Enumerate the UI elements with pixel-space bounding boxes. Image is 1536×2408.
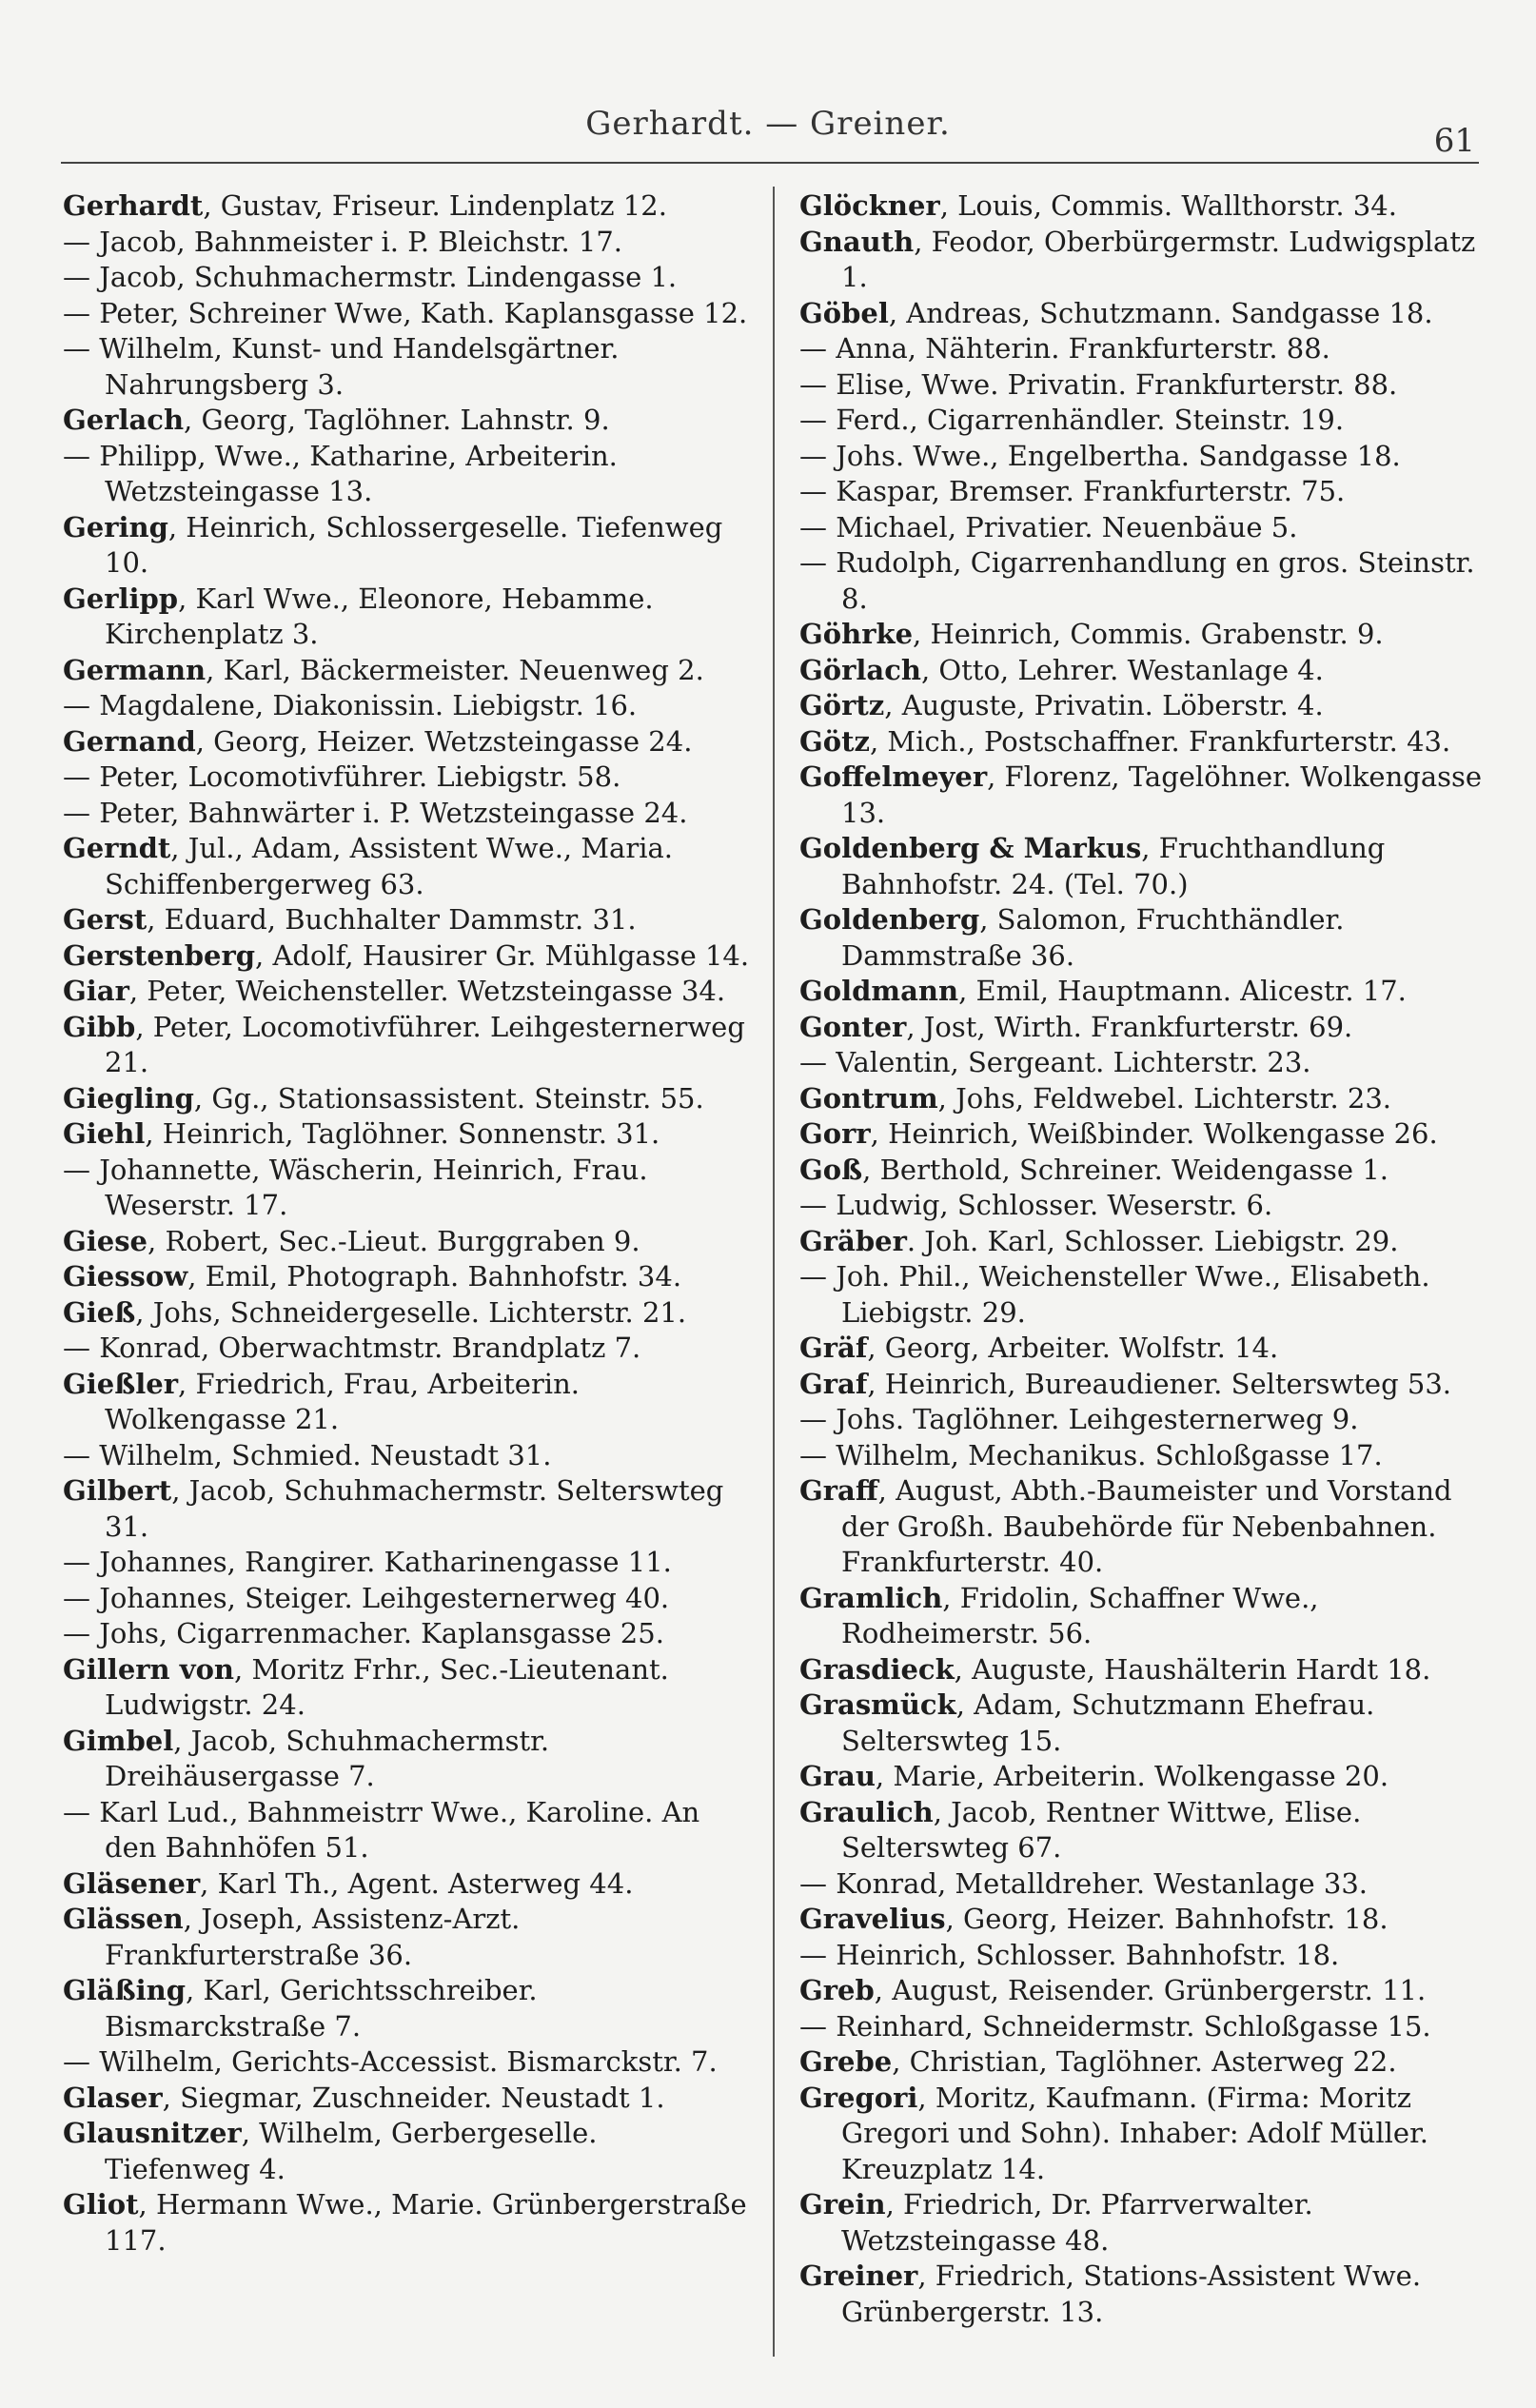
directory-entry <box>799 225 1492 296</box>
entry-surname: Graff <box>799 1474 878 1507</box>
directory-entry <box>799 1188 1492 1224</box>
directory-entry <box>799 1331 1492 1367</box>
directory-entry <box>799 1759 1492 1795</box>
directory-entry <box>63 1866 750 1903</box>
directory-entry <box>63 439 750 510</box>
entry-details: — Rudolph, Cigarrenhandlung en gros. Steinstr. 8. <box>799 546 1475 615</box>
left-column <box>63 188 750 2259</box>
entry-surname: Glausnitzer <box>63 2117 242 2149</box>
entry-details: , Adam, Schutzmann Ehefrau. Selterswteg 15. <box>841 1688 1375 1757</box>
directory-entry <box>799 1902 1492 1938</box>
entry-surname: Gillern von <box>63 1652 235 1686</box>
entry-details: , Karl Wwe., Eleonore, Hebamme. Kirchenplatz 3. <box>105 582 654 650</box>
directory-entry <box>63 2116 750 2187</box>
entry-details: , Heinrich, Weißbinder. Wolkengasse 26. <box>870 1117 1438 1150</box>
directory-entry <box>63 1973 750 2044</box>
directory-entry <box>63 2044 750 2081</box>
entry-details: , Auguste, Privatin. Löberstr. 4. <box>884 689 1324 721</box>
entry-details: , Louis, Commis. Wallthorstr. 34. <box>939 189 1397 222</box>
directory-entry <box>799 1224 1492 1260</box>
directory-entry <box>799 2044 1492 2081</box>
directory-entry <box>63 974 750 1010</box>
directory-entry <box>799 1938 1492 1974</box>
entry-details: — Peter, Bahnwärter i. P. Wetzsteingasse 24. <box>63 796 688 829</box>
directory-entry <box>63 760 750 796</box>
entry-surname: Göbel <box>799 296 889 329</box>
entry-surname: Gimbel <box>63 1724 174 1757</box>
entry-details: , Moritz Frhr., Sec.-Lieutenant. Ludwigstr. 24. <box>105 1652 669 1721</box>
directory-entry <box>63 260 750 296</box>
entry-surname: Gerst <box>63 903 148 936</box>
entry-details: , Friedrich, Dr. Pfarrverwalter. Wetzsteingasse 48. <box>841 2188 1313 2257</box>
entry-details: , Adolf, Hausirer Gr. Mühlgasse 14. <box>255 938 750 972</box>
entry-details: — Johannes, Steiger. Leihgesternerweg 40. <box>63 1581 670 1614</box>
entry-details: , Eduard, Buchhalter Dammstr. 31. <box>147 903 637 936</box>
right-column <box>799 188 1492 2330</box>
entry-details: , Karl Th., Agent. Asterweg 44. <box>200 1866 634 1900</box>
directory-entry <box>63 2081 750 2117</box>
entry-surname: Goffelmeyer <box>799 760 988 793</box>
entry-details: , Salomon, Fruchthändler. Dammstraße 36. <box>841 903 1345 972</box>
directory-entry <box>799 688 1492 724</box>
entry-details: , Georg, Taglöhner. Lahnstr. 9. <box>184 404 610 436</box>
entry-details: , Marie, Arbeiterin. Wolkengasse 20. <box>875 1760 1389 1792</box>
entry-details: , Friedrich, Frau, Arbeiterin. Wolkengasse 21. <box>105 1367 580 1435</box>
entry-details: — Reinhard, Schneidermstr. Schloßgasse 15. <box>799 2009 1431 2043</box>
directory-entry <box>799 545 1492 617</box>
directory-entry <box>63 2187 750 2259</box>
entry-surname: Gieß <box>63 1295 136 1329</box>
entry-details: — Magdalene, Diakonissin. Liebigstr. 16. <box>63 689 638 721</box>
directory-entry <box>63 1795 750 1866</box>
entry-surname: Gerlach <box>63 404 185 436</box>
entry-details: , Johs, Feldwebel. Lichterstr. 23. <box>937 1081 1392 1115</box>
entry-details: , Robert, Sec.-Lieut. Burggraben 9. <box>148 1224 640 1257</box>
entry-details: — Wilhelm, Mechanikus. Schloßgasse 17. <box>799 1438 1383 1471</box>
entry-details: — Karl Lud., Bahnmeistrr Wwe., Karoline. An den Bahnhöfen 51. <box>63 1795 700 1864</box>
directory-entry <box>799 1581 1492 1652</box>
directory-entry <box>799 831 1492 902</box>
entry-details: — Johs. Wwe., Engelbertha. Sandgasse 18. <box>799 439 1401 472</box>
directory-entry <box>63 1259 750 1295</box>
entry-details: , Heinrich, Schlossergeselle. Tiefenweg 10. <box>105 510 723 579</box>
entry-details: , Emil, Hauptmann. Alicestr. 17. <box>958 975 1407 1007</box>
entry-surname: Gerndt <box>63 832 171 864</box>
entry-details: — Johs, Cigarrenmacher. Kaplansgasse 25. <box>63 1617 664 1649</box>
entry-surname: Grein <box>799 2188 886 2220</box>
directory-entry <box>799 1367 1492 1403</box>
entry-details: , Siegmar, Zuschneider. Neustadt 1. <box>162 2081 665 2114</box>
entry-surname: Gläsener <box>63 1866 201 1900</box>
entry-details: — Ludwig, Schlosser. Weserstr. 6. <box>799 1189 1273 1221</box>
directory-entry <box>63 1724 750 1795</box>
entry-details: , Heinrich, Taglöhner. Sonnenstr. 31. <box>145 1117 660 1150</box>
directory-entry <box>63 653 750 689</box>
directory-entry <box>799 1010 1492 1046</box>
directory-entry <box>799 760 1492 831</box>
entry-details: , Mich., Postschaffner. Frankfurterstr. 43. <box>869 724 1451 758</box>
entry-surname: Gonter <box>799 1010 907 1043</box>
entry-surname: Goldmann <box>799 975 959 1007</box>
entry-surname: Gibb <box>63 1010 136 1043</box>
directory-entry <box>799 1153 1492 1189</box>
directory-entry <box>799 1688 1492 1759</box>
page-number: 61 <box>1433 122 1475 160</box>
entry-details: , Fruchthandlung Bahnhofstr. 24. (Tel. 70.) <box>841 832 1386 900</box>
entry-details: — Michael, Privatier. Neuenbäue 5. <box>799 510 1298 543</box>
entry-surname: Gerhardt <box>63 189 204 222</box>
entry-details: , Friedrich, Stations-Assistent Wwe. Grünbergerstr. 13. <box>841 2260 1422 2328</box>
entry-surname: Gering <box>63 510 168 543</box>
directory-entry <box>63 724 750 760</box>
entry-details: , Gustav, Friseur. Lindenplatz 12. <box>203 189 667 222</box>
entry-details: , Jacob, Schuhmachermstr. Selterswteg 31. <box>105 1474 724 1543</box>
entry-surname: Gravelius <box>799 1903 946 1935</box>
entry-details: — Jacob, Schuhmachermstr. Lindengasse 1. <box>63 261 678 293</box>
directory-entry <box>799 653 1492 689</box>
entry-details: , Jacob, Schuhmachermstr. Dreihäusergasse 7. <box>105 1724 550 1792</box>
entry-details: — Jacob, Bahnmeister i. P. Bleichstr. 17. <box>63 225 623 258</box>
entry-details: — Ferd., Cigarrenhändler. Steinstr. 19. <box>799 404 1345 436</box>
entry-details: — Joh. Phil., Weichensteller Wwe., Elisabeth. Liebigstr. 29. <box>799 1260 1430 1329</box>
directory-entry <box>799 2259 1492 2330</box>
directory-entry <box>799 2187 1492 2259</box>
directory-entry <box>63 225 750 261</box>
entry-surname: Grasdieck <box>799 1652 955 1686</box>
entry-surname: Gräber <box>799 1224 907 1257</box>
entry-details: — Wilhelm, Gerichts-Accessist. Bismarckstr. 7. <box>63 2045 718 2078</box>
directory-entry <box>63 1652 750 1724</box>
header-rule <box>61 162 1479 164</box>
directory-entry <box>63 1438 750 1474</box>
directory-entry <box>799 1259 1492 1331</box>
entry-details: — Johannette, Wäscherin, Heinrich, Frau. Weserstr. 17. <box>63 1153 648 1221</box>
entry-surname: Grau <box>799 1760 876 1792</box>
entry-details: , Fridolin, Schaffner Wwe., Rodheimerstr. 56. <box>841 1581 1319 1649</box>
entry-details: , Georg, Heizer. Wetzsteingasse 24. <box>195 724 693 758</box>
entry-details: . Joh. Karl, Schlosser. Liebigstr. 29. <box>906 1224 1399 1257</box>
entry-surname: Goß <box>799 1153 863 1186</box>
entry-details: , Auguste, Haushälterin Hardt 18. <box>954 1652 1431 1686</box>
entry-details: — Elise, Wwe. Privatin. Frankfurterstr. 88. <box>799 367 1398 401</box>
entry-details: — Anna, Nähterin. Frankfurterstr. 88. <box>799 332 1330 365</box>
entry-details: , Christian, Taglöhner. Asterweg 22. <box>892 2045 1397 2078</box>
directory-entry <box>63 1616 750 1652</box>
entry-details: , Jacob, Rentner Wittwe, Elise. Selterswteg 67. <box>841 1795 1362 1864</box>
directory-entry <box>799 1116 1492 1153</box>
directory-entry <box>799 403 1492 439</box>
entry-details: — Johannes, Rangirer. Katharinengasse 11. <box>63 1546 672 1578</box>
entry-details: , Georg, Arbeiter. Wolfstr. 14. <box>867 1332 1279 1364</box>
entry-surname: Greiner <box>799 2260 918 2292</box>
entry-details: — Kaspar, Bremser. Frankfurterstr. 75. <box>799 475 1346 507</box>
directory-entry <box>799 2009 1492 2045</box>
directory-entry <box>799 367 1492 404</box>
directory-entry <box>799 296 1492 332</box>
entry-details: , Georg, Heizer. Bahnhofstr. 18. <box>945 1903 1388 1935</box>
entry-details: , August, Abth.-Baumeister und Vorstand der Großh. Baubehörde für Nebenbahnen. Frankfurterstr. 40. <box>841 1474 1452 1578</box>
entry-surname: Giessow <box>63 1260 188 1293</box>
entry-surname: Gilbert <box>63 1474 172 1507</box>
entry-details: , Peter, Weichensteller. Wetzsteingasse 34. <box>128 975 726 1007</box>
entry-details: — Wilhelm, Schmied. Neustadt 31. <box>63 1438 552 1471</box>
entry-surname: Gregori <box>799 2081 918 2114</box>
entry-surname: Gernand <box>63 724 196 758</box>
directory-entry <box>63 1153 750 1224</box>
entry-details: , Hermann Wwe., Marie. Grünbergerstraße 117. <box>105 2188 747 2257</box>
entry-surname: Graf <box>799 1367 868 1400</box>
directory-entry <box>63 902 750 938</box>
column-divider <box>773 187 775 2357</box>
entry-details: — Peter, Locomotivführer. Liebigstr. 58. <box>63 760 621 793</box>
entry-details: , Joseph, Assistenz-Arzt. Frankfurterstraße 36. <box>105 1903 521 1971</box>
directory-entry <box>799 1473 1492 1581</box>
directory-entry <box>63 796 750 832</box>
directory-entry <box>799 439 1492 475</box>
directory-entry <box>63 1367 750 1438</box>
entry-surname: Giese <box>63 1224 148 1257</box>
entry-details: , Heinrich, Commis. Grabenstr. 9. <box>913 618 1384 650</box>
directory-entry <box>63 188 750 225</box>
directory-entry <box>63 403 750 439</box>
entry-details: , Johs, Schneidergeselle. Lichterstr. 21. <box>135 1295 687 1329</box>
directory-entry <box>63 331 750 403</box>
entry-surname: Gräf <box>799 1332 868 1364</box>
entry-surname: Gliot <box>63 2188 139 2220</box>
directory-entry <box>63 938 750 975</box>
entry-details: — Johs. Taglöhner. Leihgesternerweg 9. <box>799 1403 1359 1435</box>
directory-entry <box>799 1866 1492 1903</box>
entry-details: , Gg., Stationsassistent. Steinstr. 55. <box>193 1081 704 1115</box>
directory-entry <box>799 474 1492 510</box>
directory-entry <box>799 188 1492 225</box>
directory-entry <box>799 331 1492 367</box>
entry-surname: Grasmück <box>799 1688 956 1721</box>
entry-details: , Karl, Gerichtsschreiber. Bismarckstraße 7. <box>105 1974 538 2043</box>
entry-surname: Giehl <box>63 1117 146 1150</box>
entry-details: , Berthold, Schreiner. Weidengasse 1. <box>862 1153 1388 1186</box>
directory-entry <box>63 1224 750 1260</box>
entry-surname: Gnauth <box>799 225 915 258</box>
entry-details: , Otto, Lehrer. Westanlage 4. <box>920 653 1324 686</box>
directory-entry <box>799 724 1492 760</box>
entry-surname: Graulich <box>799 1795 934 1828</box>
directory-entry <box>799 2081 1492 2188</box>
entry-details: — Philipp, Wwe., Katharine, Arbeiterin. Wetzsteingasse 13. <box>63 439 618 507</box>
entry-surname: Glaser <box>63 2081 163 2114</box>
entry-details: , August, Reisender. Grünbergerstr. 11. <box>874 1974 1427 2006</box>
directory-entry <box>63 1081 750 1117</box>
entry-details: , Jost, Wirth. Frankfurterstr. 69. <box>906 1010 1353 1043</box>
directory-entry <box>799 617 1492 653</box>
entry-details: , Karl, Bäckermeister. Neuenweg 2. <box>206 653 704 686</box>
entry-surname: Görlach <box>799 653 921 686</box>
entry-details: , Heinrich, Bureaudiener. Selterswteg 53. <box>867 1367 1451 1400</box>
directory-entry <box>63 1295 750 1332</box>
entry-details: — Valentin, Sergeant. Lichterstr. 23. <box>799 1046 1311 1078</box>
entry-details: — Wilhelm, Kunst- und Handelsgärtner. Nahrungsberg 3. <box>63 332 620 401</box>
entry-surname: Gerlipp <box>63 582 179 615</box>
entry-surname: Greb <box>799 1974 875 2006</box>
entry-surname: Gontrum <box>799 1081 938 1115</box>
directory-entry <box>63 510 750 582</box>
entry-details: — Peter, Schreiner Wwe, Kath. Kaplansgasse 12. <box>63 296 748 329</box>
directory-entry <box>799 1045 1492 1081</box>
directory-entry <box>799 902 1492 974</box>
entry-surname: Gläßing <box>63 1974 186 2006</box>
entry-details: — Konrad, Oberwachtmstr. Brandplatz 7. <box>63 1332 641 1364</box>
entry-surname: Götz <box>799 724 870 758</box>
entry-surname: Glässen <box>63 1903 184 1935</box>
entry-details: , Andreas, Schutzmann. Sandgasse 18. <box>888 296 1433 329</box>
entry-surname: Gramlich <box>799 1581 943 1614</box>
directory-entry <box>63 582 750 653</box>
entry-surname: Görtz <box>799 689 885 721</box>
entry-details: — Heinrich, Schlosser. Bahnhofstr. 18. <box>799 1938 1340 1971</box>
entry-surname: Gorr <box>799 1117 871 1150</box>
directory-entry <box>799 1652 1492 1688</box>
directory-entry <box>799 1973 1492 2009</box>
directory-entry <box>799 974 1492 1010</box>
directory-entry <box>63 1545 750 1581</box>
entry-surname: Goldenberg <box>799 903 980 936</box>
entry-surname: Germann <box>63 653 207 686</box>
directory-entry <box>63 1116 750 1153</box>
directory-entry <box>63 1581 750 1617</box>
directory-entry <box>63 1010 750 1081</box>
running-header: Gerhardt. — Greiner. <box>585 105 951 143</box>
entry-details: — Konrad, Metalldreher. Westanlage 33. <box>799 1866 1369 1900</box>
entry-details: , Jul., Adam, Assistent Wwe., Maria. Schiffenbergerweg 63. <box>105 832 673 900</box>
directory-entry <box>63 831 750 902</box>
directory-entry <box>63 688 750 724</box>
entry-surname: Giar <box>63 975 129 1007</box>
entry-details: , Feodor, Oberbürgermstr. Ludwigsplatz 1. <box>841 225 1476 293</box>
entry-details: , Florenz, Tagelöhner. Wolkengasse 13. <box>841 760 1483 829</box>
directory-entry <box>799 1081 1492 1117</box>
directory-entry <box>799 1438 1492 1474</box>
directory-entry <box>63 1473 750 1545</box>
entry-details: , Moritz, Kaufmann. (Firma: Moritz Gregori und Sohn). Inhaber: Adolf Müller. Kreuzplatz 14. <box>841 2081 1428 2185</box>
entry-surname: Göhrke <box>799 618 914 650</box>
entry-surname: Glöckner <box>799 189 940 222</box>
directory-entry <box>799 1402 1492 1438</box>
entry-surname: Gießler <box>63 1367 179 1400</box>
directory-entry <box>799 510 1492 546</box>
entry-details: , Peter, Locomotivführer. Leihgesternerweg 21. <box>105 1010 745 1078</box>
entry-surname: Grebe <box>799 2045 893 2078</box>
directory-entry <box>63 1331 750 1367</box>
entry-surname: Giegling <box>63 1081 194 1115</box>
directory-entry <box>63 1902 750 1973</box>
entry-details: , Emil, Photograph. Bahnhofstr. 34. <box>187 1260 682 1293</box>
entry-details: , Wilhelm, Gerbergeselle. Tiefenweg 4. <box>105 2117 598 2185</box>
directory-entry <box>63 296 750 332</box>
entry-surname: Gerstenberg <box>63 938 256 972</box>
entry-surname: Goldenberg & Markus <box>799 832 1142 864</box>
directory-entry <box>799 1795 1492 1866</box>
